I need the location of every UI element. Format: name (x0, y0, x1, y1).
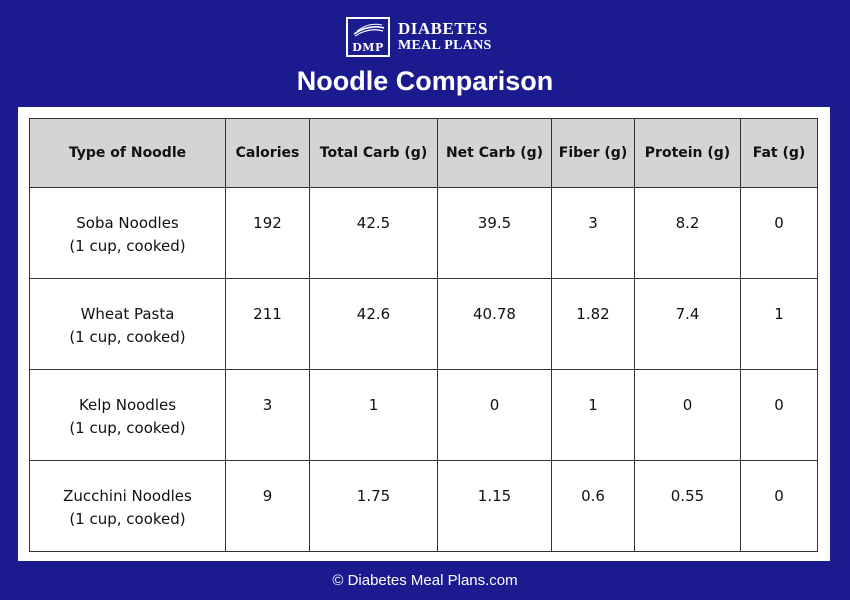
cell-net-carb: 0 (438, 370, 552, 461)
noodle-serving: (1 cup, cooked) (69, 419, 186, 437)
cell-noodle-type (30, 279, 226, 370)
noodle-name: Soba Noodles (76, 214, 179, 232)
table-row (30, 279, 818, 370)
cell-fat: 0 (741, 188, 818, 279)
cell-noodle-type (30, 188, 226, 279)
table-row (30, 370, 818, 461)
brand-line-1: DIABETES (398, 19, 488, 38)
header-fiber: Fiber (g) (552, 119, 635, 188)
cell-protein: 0.55 (635, 461, 741, 552)
plate-swoosh-icon (352, 22, 386, 38)
cell-protein: 8.2 (635, 188, 741, 279)
copyright-footer: © Diabetes Meal Plans.com (332, 572, 518, 589)
cell-total-carb: 42.5 (310, 188, 438, 279)
cell-calories: 3 (226, 370, 310, 461)
cell-net-carb: 39.5 (438, 188, 552, 279)
cell-protein: 7.4 (635, 279, 741, 370)
cell-total-carb: 1.75 (310, 461, 438, 552)
table-row (30, 188, 818, 279)
noodle-name: Wheat Pasta (80, 305, 175, 323)
noodle-name: Zucchini Noodles (63, 487, 192, 505)
cell-noodle-type (30, 370, 226, 461)
cell-calories: 192 (226, 188, 310, 279)
brand-name (398, 20, 492, 54)
noodle-name: Kelp Noodles (78, 396, 177, 414)
table-row (30, 461, 818, 552)
cell-calories: 211 (226, 279, 310, 370)
cell-calories: 9 (226, 461, 310, 552)
cell-net-carb: 40.78 (438, 279, 552, 370)
noodle-serving: (1 cup, cooked) (69, 237, 186, 255)
header-fat: Fat (g) (741, 119, 818, 188)
cell-protein: 0 (635, 370, 741, 461)
header-type: Type of Noodle (30, 119, 226, 188)
page-title: Noodle Comparison (296, 66, 554, 96)
dmp-logo-icon (346, 17, 390, 57)
cell-fiber: 0.6 (552, 461, 635, 552)
table-header-row (30, 119, 818, 188)
cell-fiber: 1.82 (552, 279, 635, 370)
table-panel (18, 107, 830, 561)
header-protein: Protein (g) (635, 119, 741, 188)
brand-line-2: MEAL PLANS (398, 38, 492, 53)
noodle-comparison-table (29, 118, 818, 552)
cell-fiber: 3 (552, 188, 635, 279)
cell-fat: 1 (741, 279, 818, 370)
brand-abbr: DMP (352, 41, 384, 54)
cell-fat: 0 (741, 461, 818, 552)
cell-noodle-type (30, 461, 226, 552)
cell-fat: 0 (741, 370, 818, 461)
brand-logo (346, 17, 492, 57)
header-total-carb: Total Carb (g) (310, 119, 438, 188)
header-net-carb: Net Carb (g) (438, 119, 552, 188)
cell-fiber: 1 (552, 370, 635, 461)
cell-net-carb: 1.15 (438, 461, 552, 552)
noodle-serving: (1 cup, cooked) (69, 510, 186, 528)
noodle-serving: (1 cup, cooked) (69, 328, 186, 346)
cell-total-carb: 1 (310, 370, 438, 461)
cell-total-carb: 42.6 (310, 279, 438, 370)
header-calories: Calories (226, 119, 310, 188)
